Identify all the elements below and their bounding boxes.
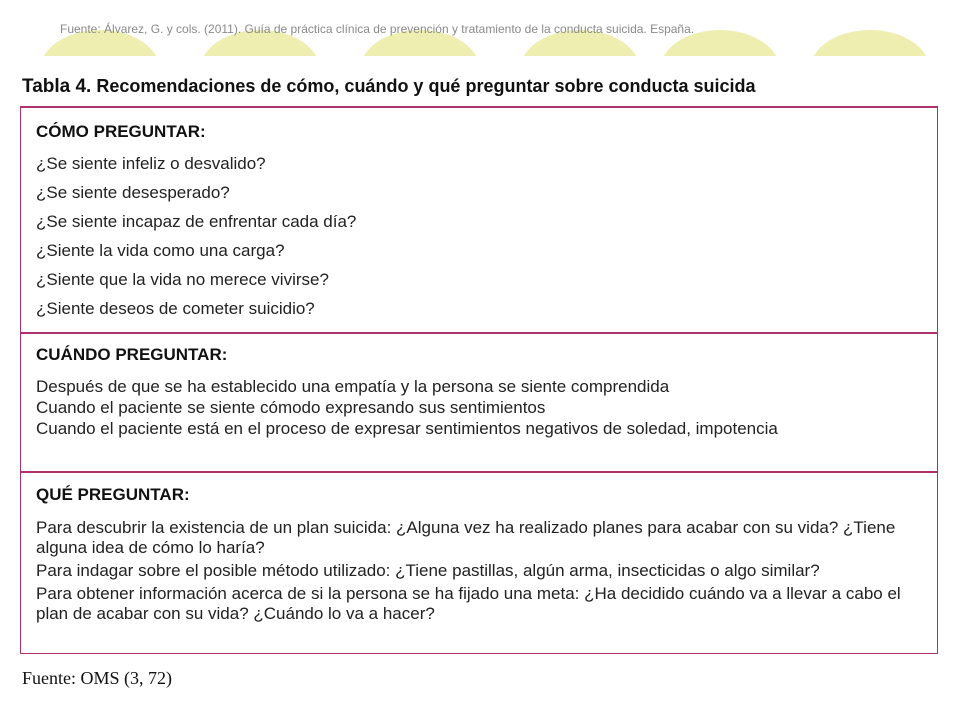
table-source: Fuente: OMS (3, 72)	[22, 668, 172, 688]
topic-item: Para descubrir la existencia de un plan suicida: ¿Alguna vez ha realizado planes para acabar con su vida? ¿Tiene alguna idea de cómo lo haría?	[36, 518, 896, 557]
section-heading: QUÉ PREGUNTAR:	[36, 485, 190, 504]
topic-item: Para obtener información acerca de si la persona se ha fijado una meta: ¿Ha decidido cuándo va a llevar a cabo el plan de acabar con su vida? ¿Cuándo lo va a hacer?	[36, 584, 901, 623]
question-item: ¿Se siente incapaz de enfrentar cada día?	[36, 212, 357, 231]
condition-item: Cuando el paciente se siente cómodo expresando sus sentimientos	[36, 398, 546, 417]
table-label: Tabla 4.	[22, 76, 92, 97]
section-que-preguntar	[21, 473, 937, 653]
section-heading: CUÁNDO PREGUNTAR:	[36, 345, 228, 364]
question-item: ¿Siente deseos de cometer suicidio?	[36, 299, 315, 318]
recommendations-table	[20, 106, 938, 654]
table-title	[22, 76, 756, 98]
question-item: ¿Se siente infeliz o desvalido?	[36, 154, 266, 173]
question-item: ¿Siente que la vida no merece vivirse?	[36, 270, 329, 289]
table-title-text: Recomendaciones de cómo, cuándo y qué preguntar sobre conducta suicida	[96, 76, 756, 96]
section-como-preguntar	[21, 108, 937, 334]
section-heading: CÓMO PREGUNTAR:	[36, 122, 206, 141]
topic-item: Para indagar sobre el posible método utilizado: ¿Tiene pastillas, algún arma, insecticidas o algo similar?	[36, 561, 820, 580]
decorative-shape	[810, 30, 930, 56]
section-cuando-preguntar	[21, 334, 937, 473]
question-item: ¿Se siente desesperado?	[36, 183, 230, 202]
source-note: Fuente: Álvarez, G. y cols. (2011). Guía de práctica clínica de prevención y tratamiento de la conducta suicida. España.	[60, 22, 695, 36]
condition-item: Después de que se ha establecido una empatía y la persona se siente comprendida	[36, 377, 670, 396]
question-item: ¿Siente la vida como una carga?	[36, 241, 285, 260]
condition-item: Cuando el paciente está en el proceso de expresar sentimientos negativos de soledad, impotencia	[36, 419, 778, 438]
